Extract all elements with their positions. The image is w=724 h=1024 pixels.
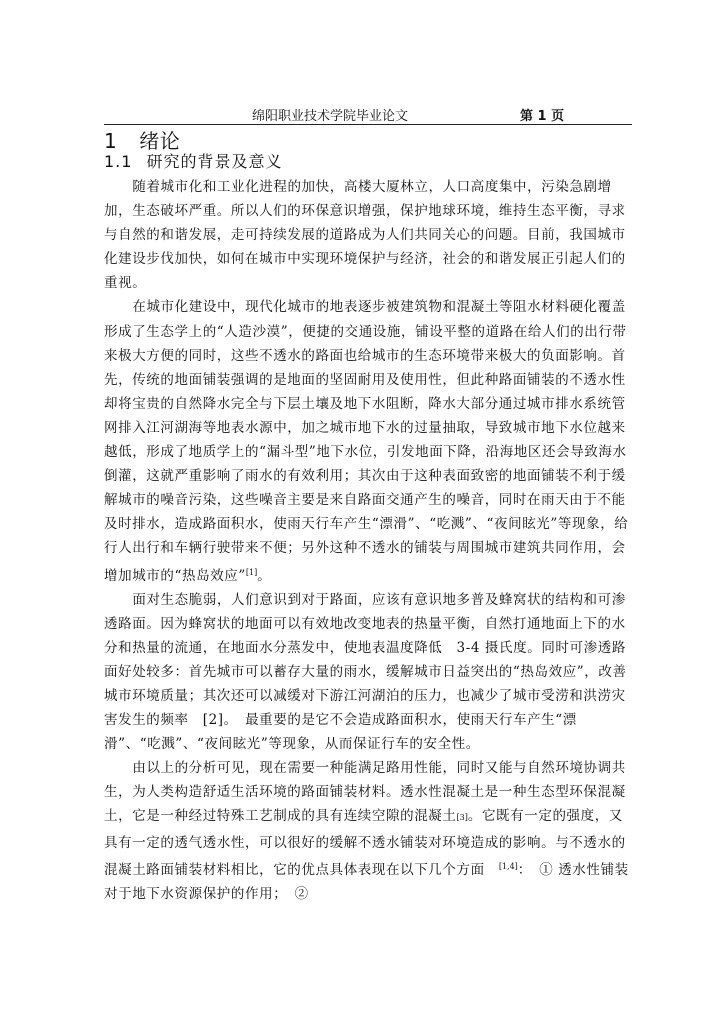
paragraph-1: 随着城市化和工业化进程的加快，高楼大厦林立，人口高度集中，污染急剧增加，生态破坏严重。所以人们的环保意识增强，保护地球环境，维持生态平衡，寻求与自然的和谐发展，走可持续发展的道路成为人们共同关心的问题。目前，我国城市化建设步伐加快，如何在城市中实现环境保护与经济，社会的和谐发展正引起人们的重视。 <box>104 179 626 292</box>
header-page-number: 第 1 页 <box>520 109 565 124</box>
page-header <box>104 102 632 125</box>
paragraph-4-text: 由以上的分析可见，现在需要一种能满足路用性能，同时又能与自然环境协调共生，为人类构造舒适生活环境的路面铺装材料。透水性混凝土是一种生态型环保混凝土，它是一种经过特殊工艺制成的具有连续空隙的混凝土 <box>104 760 626 825</box>
section-number: 1.1 <box>104 152 133 171</box>
paragraph-4-middle: 。它既有一定的强度，又具有一定的透气透水性，可以很好的缓解不透水铺装对环境造成的影响。与不透水的混凝土路面铺装材料相比，它的优点具体表现在以下几个方面 <box>104 808 626 878</box>
paragraph-4-end: ： ① 透水性铺装对于地下水资源保护的作用； ② <box>104 861 629 902</box>
chapter-number: 1 <box>104 129 118 153</box>
citation-1: [1] <box>245 567 258 577</box>
citation-3: [3] <box>456 813 468 823</box>
paragraph-2-end: 。 <box>257 567 272 584</box>
paragraph-4 <box>104 756 634 906</box>
paragraph-2-text: 在城市化建设中，现代化城市的地表逐步被建筑物和混凝土等阻水材料硬化覆盖形成了生态学上的“人造沙漠”，便捷的交通设施，铺设平整的道路在给人们的出行带来极大方便的同时，这些不透水的路面也给城市的生态环境带来极大的负面影响。首先，传统的地面铺装强调的是地面的坚固耐用及使用性，但此种路面铺装的不透水性却将宝贵的自然降水完全与下层土壤及地下水阻断，降水大部分通过城市排水系统管网排入江河湖海等地表水源中，加之城市地下水的过量抽取，导致城市地下水位越来越低，形成了地质学上的“漏斗型”地下水位，引发地面下降，沿海地区还会导致海水倒灌，这就严重影响了雨水的有效利用；其次由于这种表面致密的地面铺装不利于缓解城市的噪音污染，这些噪音主要是来自路面交通产生的噪音，同时在雨天由于不能及时排水，造成路面积水，使雨天行车产生“漂滑”、“吃溅”、“夜间眩光”等现象，给行人出行和车辆行驶带来不便；另外这种不透水的铺装与周围城市建筑共同作用，会增加城市的“热岛效应” <box>104 299 629 584</box>
header-title: 绵阳职业技术学院毕业论文 <box>252 109 409 124</box>
section-heading <box>104 151 282 173</box>
chapter-title: 绪论 <box>139 129 181 153</box>
paragraph-3: 面对生态脆弱，人们意识到对于路面，应该有意识地多普及蜂窝状的结构和可渗透路面。因为蜂窝状的地面可以有效地改变地表的热量平衡，自然打通地面上下的水分和热量的流通，在地面水分蒸发中，使地表温度降低 3-4 摄氏度。同时可渗透路面好处较多：首先城市可以蓄存大量的雨水，缓解城市日益突出的“热岛效应”，改善城市环境质量；其次还可以减缓对下游江河湖泊的压力，也减少了城市受涝和洪涝灾害发生的频率 [2]。 最重要的是它不会造成路面积水，使雨天行车产生“漂滑”、“吃溅”、“夜间眩光”等现象，从而保证行车的安全性。 <box>104 591 627 753</box>
section-title: 研究的背景及意义 <box>146 152 283 171</box>
citation-1-4: [1,4] <box>498 861 518 871</box>
body-text <box>104 175 634 906</box>
paragraph-2 <box>104 295 634 587</box>
